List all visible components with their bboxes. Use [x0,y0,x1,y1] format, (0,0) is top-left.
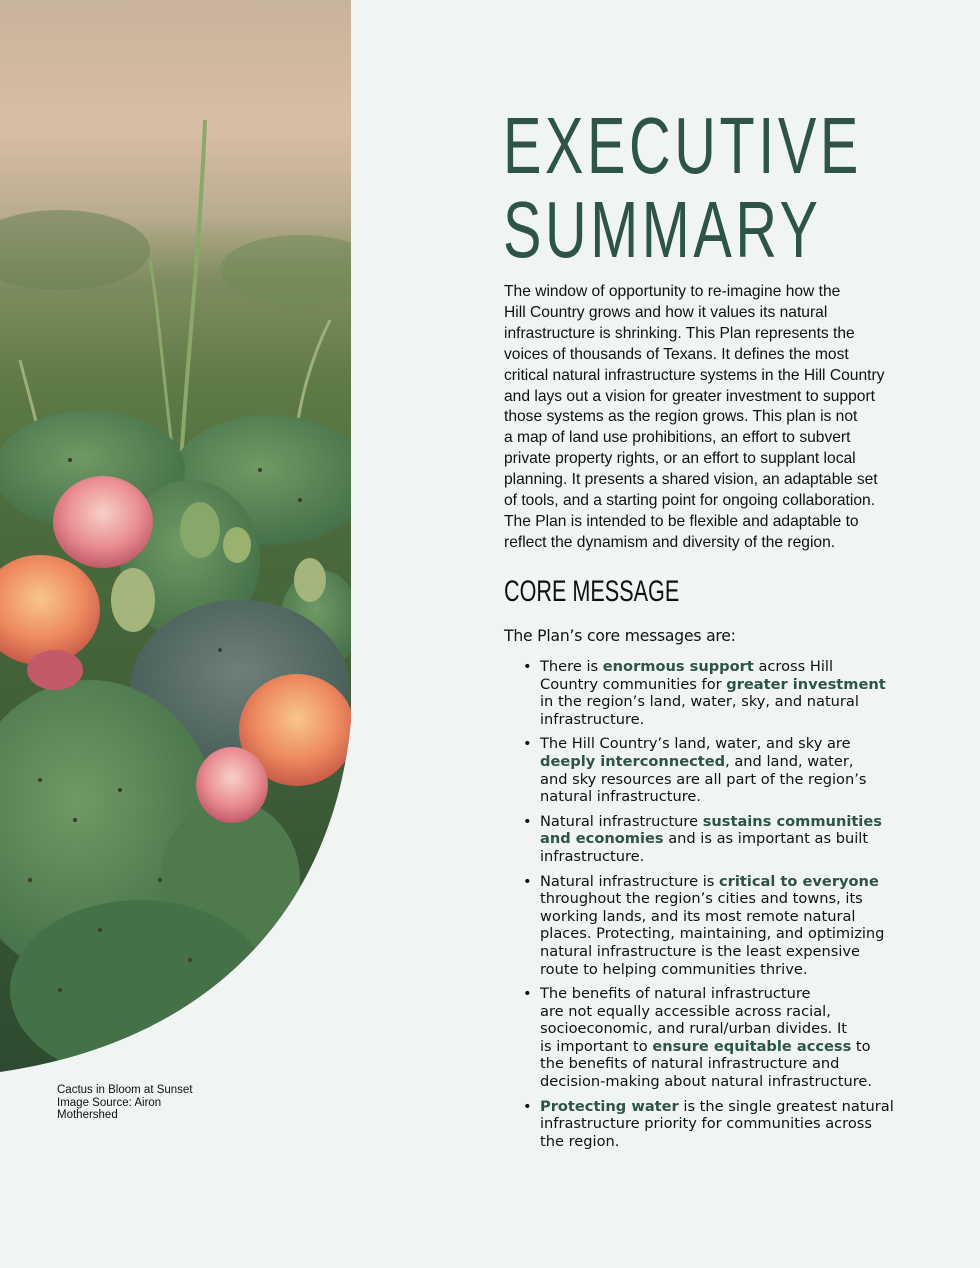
list-item-line [540,890,940,908]
list-item-line [540,813,940,831]
highlight-text: critical to everyone [719,872,879,890]
list-item-line [540,1133,940,1151]
highlight-text: deeply interconnected [540,752,726,770]
section-lead: The Plan’s core messages are: [504,627,736,645]
list-item-line [540,711,940,729]
list-item [520,873,940,979]
body-text: are not equally accessible across racial, [540,1002,831,1020]
list-item-line [540,1003,940,1021]
list-item-line [540,1020,940,1038]
highlight-text: Protecting water [540,1097,679,1115]
highlight-text: and economies [540,830,664,848]
list-item-line [540,873,940,891]
body-text: is important to [540,1037,653,1055]
list-item-line [540,658,940,676]
list-item [520,1098,940,1151]
highlight-text: sustains communities [702,812,882,830]
list-item-line [540,676,940,694]
list-item-line [540,771,940,789]
intro-line: Hill Country grows and how it values its natural [504,303,828,321]
intro-line: a map of land use prohibitions, an effort to subvert [504,429,851,447]
body-text: Natural infrastructure [540,812,703,830]
body-text: infrastructure. [540,847,645,865]
intro-line: private property rights, or an effort to supplant local [504,450,856,468]
page-title [503,101,862,274]
list-item-line [540,908,940,926]
body-text: route to helping communities thrive. [540,960,808,978]
body-text: Natural infrastructure is [540,872,720,890]
list-item-line [540,985,940,1003]
body-text: working lands, and its most remote natural [540,907,856,925]
section-heading: CORE MESSAGE [504,575,680,608]
intro-line: reflect the dynamism and diversity of the region. [504,533,836,551]
body-text: The benefits of natural infrastructure [540,985,811,1003]
body-text: throughout the region’s cities and towns, its [540,890,863,908]
intro-line: those systems as the region grows. This plan is not [504,408,858,426]
list-item-line [540,830,940,848]
body-text: in the region’s land, water, sky, and natural [540,693,859,711]
list-item-line [540,925,940,943]
list-item-line [540,1055,940,1073]
body-text: infrastructure priority for communities across [540,1115,872,1133]
body-text: There is [540,658,603,675]
intro-line: voices of thousands of Texans. It defines the most [504,345,849,363]
list-item-line [540,848,940,866]
list-item-line [540,943,940,961]
body-text: is the single greatest natural [678,1097,894,1115]
intro-line: The Plan is intended to be flexible and adaptable to [504,512,859,530]
intro-line: The window of opportunity to re-imagine how the [504,283,841,300]
intro-line: critical natural infrastructure systems in the Hill Country [504,366,885,384]
body-text: natural infrastructure. [540,788,702,806]
list-item-line [540,1038,940,1056]
list-item [520,813,940,866]
body-text: the benefits of natural infrastructure and [540,1055,840,1073]
intro-line: and lays out a vision for greater investment to support [504,387,875,405]
cactus-photo [0,0,351,1072]
body-text: socioeconomic, and rural/urban divides. It [540,1020,847,1038]
highlight-text: enormous support [602,658,754,675]
body-text: natural infrastructure is the least expensive [540,942,861,960]
caption-line: Mothershed [57,1109,118,1121]
list-item-line [540,1073,940,1091]
title-line-2: SUMMARY [503,185,822,274]
body-text: The Hill Country’s land, water, and sky are [540,735,851,753]
list-item-line [540,693,940,711]
body-text: the region. [540,1132,620,1150]
body-text: infrastructure. [540,710,645,728]
list-item [520,985,940,1091]
core-message-list [520,658,940,1157]
list-item [520,735,940,805]
cactus-image [0,0,351,1072]
list-item-line [540,1115,940,1133]
caption-line: Image Source: Airon [57,1096,162,1109]
intro-line: of tools, and a starting point for ongoing collaboration. [504,492,876,510]
body-text: , and land, water, [725,752,854,770]
caption-line: Cactus in Bloom at Sunset [57,1084,193,1096]
intro-line: infrastructure is shrinking. This Plan represents the [504,324,855,342]
highlight-text: ensure equitable access [652,1037,852,1055]
photo-caption [57,1084,237,1122]
highlight-text: greater investment [726,675,886,693]
list-item [520,658,940,728]
body-text: and is as important as built [663,830,869,848]
body-text: to [851,1037,871,1055]
body-text: and sky resources are all part of the region’s [540,770,867,788]
title-line-1: EXECUTIVE [503,101,862,190]
list-item-line [540,961,940,979]
list-item-line [540,788,940,806]
list-item-line [540,753,940,771]
body-text: decision-making about natural infrastructure. [540,1073,873,1091]
body-text: places. Protecting, maintaining, and optimizing [540,925,885,943]
list-item-line [540,735,940,753]
intro-paragraph [504,282,934,554]
body-text: Country communities for [540,675,727,693]
intro-line: planning. It presents a shared vision, an adaptable set [504,471,878,489]
body-text: across Hill [753,658,834,675]
list-item-line [540,1098,940,1116]
